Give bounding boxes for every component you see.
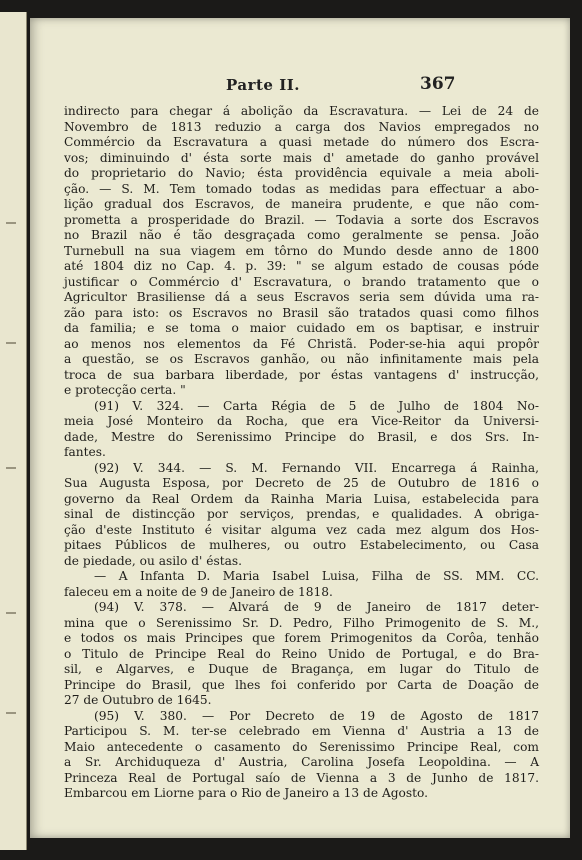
- page-number: 367: [420, 74, 456, 94]
- page-edge-mark: [6, 342, 16, 344]
- text-line: faleceu em a noite de 9 de Janeiro de 1818.: [64, 584, 333, 599]
- page-edge-mark: [6, 222, 16, 224]
- text-line: dade, Mestre do Serenissimo Principe do Brasil, e dos Srs. In-: [64, 429, 539, 444]
- text-line: Agricultor Brasiliense dá a seus Escravos seria sem dúvida uma ra-: [64, 290, 539, 304]
- running-head: Parte II.: [226, 76, 300, 94]
- text-line: troca de sua barbara liberdade, por éstas vantagens d' instrucção,: [64, 367, 539, 382]
- text-line: (95) V. 380. — Por Decreto de 19 de Agosto de 1817: [94, 708, 539, 723]
- book-page: [30, 18, 570, 838]
- body-text: [64, 104, 539, 802]
- text-line: ao menos nos elementos da Fé Christã. Poder-se-hia aqui propôr: [64, 336, 539, 351]
- text-line: governo da Real Ordem da Rainha Maria Luisa, estabelecida para: [64, 491, 539, 506]
- text-line: Embarcou em Liorne para o Rio de Janeiro a 13 de Agosto.: [64, 786, 429, 800]
- text-line: até 1804 diz no Cap. 4. p. 39: " se algum estado de cousas póde: [64, 259, 539, 273]
- text-line: do proprietario do Navio; ésta providência equivale a meia aboli-: [64, 166, 539, 180]
- text-line: (91) V. 324. — Carta Régia de 5 de Julho de 1804 No-: [94, 398, 539, 413]
- text-line: Participou S. M. ter-se celebrado em Vienna d' Austria a 13 de: [64, 724, 539, 738]
- text-line: justificar o Commércio d' Escravatura, o brando tratamento que o: [64, 274, 539, 289]
- text-line: zão para isto: os Escravos no Brasil são tratados quasi como filhos: [64, 305, 539, 320]
- page-edge-mark: [6, 612, 16, 614]
- text-line: prometta a prosperidade do Brazil. — Todavia a sorte dos Escravos: [64, 212, 539, 227]
- text-line: de piedade, ou asilo d' éstas.: [64, 553, 243, 568]
- text-line: pitaes Públicos de mulheres, ou outro Estabelecimento, ou Casa: [64, 538, 539, 552]
- text-line: ção. — S. M. Tem tomado todas as medidas para effectuar a abo-: [64, 181, 539, 196]
- text-line: da familia; e se toma o maior cuidado em os baptisar, e instruir: [64, 321, 539, 335]
- text-line: e todos os mais Principes que forem Primogenitos da Corôa, tenhão: [64, 631, 539, 645]
- text-line: Maio antecedente o casamento do Serenissimo Principe Real, com: [64, 739, 539, 754]
- text-line: ção d'este Instituto é visitar alguma vez cada mez algum dos Hos-: [64, 522, 539, 537]
- text-line: Commércio da Escravatura a quasi metade do número dos Escra-: [64, 135, 539, 149]
- text-line: 27 de Outubro de 1645.: [64, 693, 212, 707]
- text-line: lição gradual dos Escravos, de maneira prudente, e que não com-: [64, 197, 539, 211]
- text-line: indirecto para chegar á abolição da Escravatura. — Lei de 24 de: [64, 104, 539, 118]
- text-line: sinal de distincção por serviços, prendas, e qualidades. A obriga-: [64, 507, 539, 521]
- text-line: Sua Augusta Esposa, por Decreto de 25 de Outubro de 1816 o: [64, 476, 539, 490]
- page-edge-mark: [6, 467, 16, 469]
- text-line: Turnebull na sua viagem em tôrno do Mundo desde anno de 1800: [64, 243, 539, 258]
- text-line: a Sr. Archiduqueza d' Austria, Carolina Josefa Leopoldina. — A: [64, 755, 539, 769]
- page-header: [30, 70, 570, 102]
- text-line: o Titulo de Principe Real do Reino Unido de Portugal, e do Bra-: [64, 646, 539, 661]
- text-line: Princeza Real de Portugal saío de Vienna a 3 de Junho de 1817.: [64, 770, 539, 785]
- facing-page-edge: [0, 12, 27, 850]
- text-line: mina que o Serenissimo Sr. D. Pedro, Filho Primogenito de S. M.,: [64, 615, 539, 630]
- text-line: (92) V. 344. — S. M. Fernando VII. Encarrega á Rainha,: [94, 460, 539, 475]
- text-line: Principe do Brasil, que lhes foi conferido por Carta de Doação de: [64, 677, 539, 692]
- text-line: a questão, se os Escravos ganhão, ou não infinitamente mais pela: [64, 352, 539, 366]
- text-line: fantes.: [64, 445, 106, 459]
- text-line: meia José Monteiro da Rocha, que era Vice-Reitor da Universi-: [64, 414, 539, 428]
- text-line: — A Infanta D. Maria Isabel Luisa, Filha de SS. MM. CC.: [94, 569, 539, 583]
- text-line: no Brazil não é tão desgraçada como geralmente se pensa. João: [64, 228, 539, 242]
- text-line: e protecção certa. ": [64, 383, 186, 397]
- text-line: Novembro de 1813 reduzio a carga dos Navios empregados no: [64, 119, 539, 134]
- text-line: vos; diminuindo d' ésta sorte mais d' ametade do ganho provável: [64, 150, 539, 165]
- page-edge-mark: [6, 712, 16, 714]
- text-line: sil, e Algarves, e Duque de Bragança, em lugar do Titulo de: [64, 662, 539, 676]
- text-line: (94) V. 378. — Alvará de 9 de Janeiro de 1817 deter-: [94, 600, 539, 614]
